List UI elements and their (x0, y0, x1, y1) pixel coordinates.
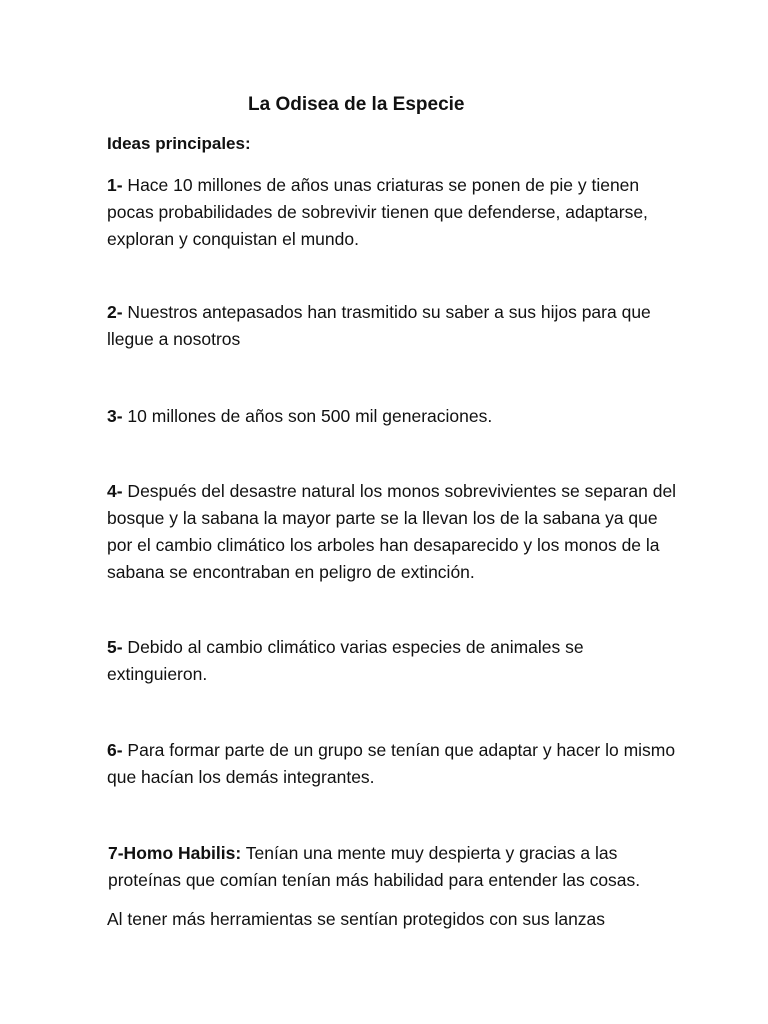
idea-7 (108, 840, 683, 894)
idea-3-text: 10 millones de años son 500 mil generaciones. (122, 406, 493, 426)
idea-1 (107, 172, 682, 253)
section-heading: Ideas principales: (107, 134, 251, 153)
idea-4-number: 4- (107, 481, 123, 501)
idea-6-number: 6- (107, 740, 123, 760)
idea-5-number: 5- (107, 637, 123, 657)
idea-6-text: Para formar parte de un grupo se tenían que adaptar y hacer lo mismo que hacían los demás integrantes. (107, 740, 676, 787)
idea-1-number: 1- (107, 175, 123, 195)
idea-7-heading: 7-Homo Habilis: (108, 843, 242, 863)
idea-3 (107, 403, 682, 430)
idea-1-text: Hace 10 millones de años unas criaturas se ponen de pie y tienen pocas probabilidades de sobrevivir tienen que defenderse, adaptarse, exploran y conquistan el mundo. (107, 175, 648, 249)
idea-5 (107, 634, 682, 688)
idea-2 (107, 299, 682, 353)
idea-6 (107, 737, 682, 791)
idea-5-text: Debido al cambio climático varias especies de animales se extinguieron. (107, 637, 584, 684)
idea-2-text: Nuestros antepasados han trasmitido su saber a sus hijos para que llegue a nosotros (107, 302, 651, 349)
idea-4 (107, 478, 682, 586)
document-title: La Odisea de la Especie (248, 94, 465, 115)
closing-paragraph: Al tener más herramientas se sentían protegidos con sus lanzas (107, 909, 606, 929)
idea-2-number: 2- (107, 302, 123, 322)
idea-7-text: Tenían una mente muy despierta y gracias a las proteínas que comían tenían más habilidad para entender las cosas. (108, 843, 641, 890)
idea-4-text: Después del desastre natural los monos sobrevivientes se separan del bosque y la sabana la mayor parte se la llevan los de la sabana ya que por el cambio climático los arboles han desaparecido y los monos de la sabana se encontraban en peligro de extinción. (107, 481, 677, 582)
idea-3-number: 3- (107, 406, 123, 426)
